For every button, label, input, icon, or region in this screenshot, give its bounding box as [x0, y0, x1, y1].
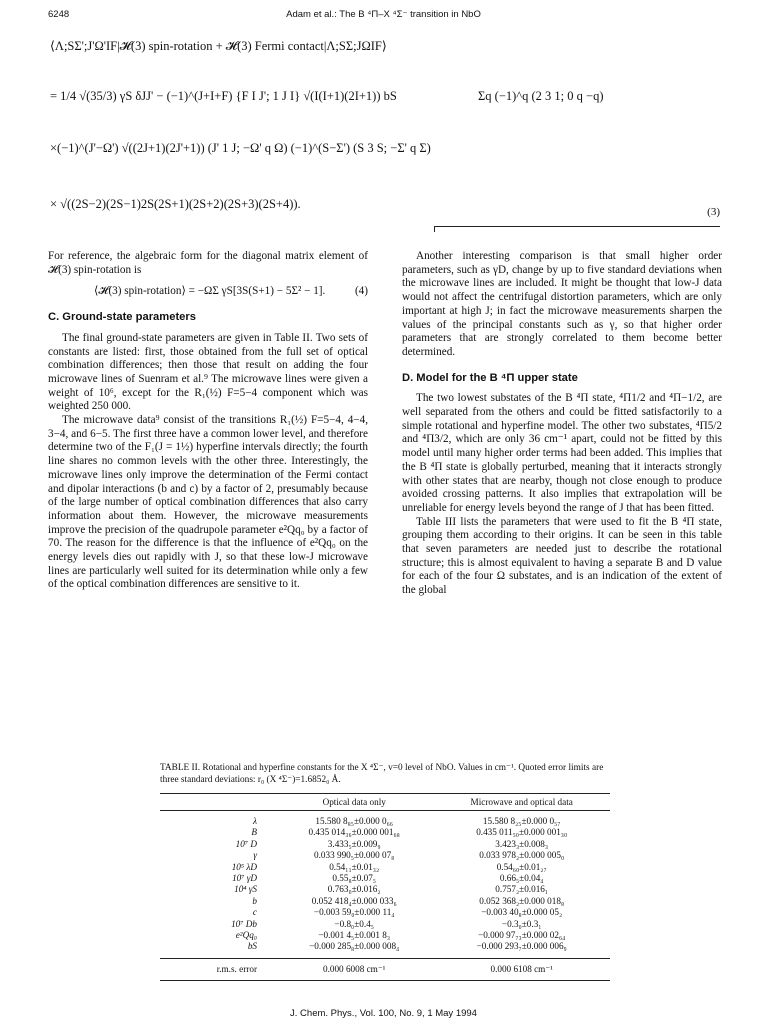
equation-3	[48, 36, 720, 218]
microwave-cell: 15.580 8₂₅±0.000 0₅₇	[482, 816, 561, 826]
microwave-cell: 0.052 368₂±0.000 018₈	[479, 895, 565, 906]
rms-optical: 0.000 6008 cm⁻¹	[275, 958, 433, 980]
param-cell: λ	[253, 816, 257, 826]
table-row	[160, 919, 610, 930]
table-row	[160, 862, 610, 873]
param-cell: 10⁷ D	[235, 838, 257, 849]
optical-cell: 0.435 014₃₆±0.000 001₆₈	[308, 827, 400, 838]
rms-label: r.m.s. error	[160, 958, 275, 980]
table-2-body	[160, 811, 610, 981]
right-column	[402, 250, 722, 598]
optical-cell: 3.433₅±0.009₉	[327, 838, 381, 849]
optical-cell: 0.033 990₅±0.000 07₈	[314, 850, 395, 861]
table-row	[160, 811, 610, 828]
table-col-microwave: Microwave and optical data	[433, 794, 610, 811]
eq3-line2a: = 1/4 √(35/3) γS δJJ' − (−1)^(J+I+F) {F I J'; 1 J I} √(I(I+1)(2I+1)) bS	[50, 89, 397, 103]
eq3-number: (3)	[707, 206, 720, 218]
page-footer: J. Chem. Phys., Vol. 100, No. 9, 1 May 1994	[290, 1008, 477, 1019]
page-number: 6248	[48, 9, 70, 20]
optical-cell: −0.001 4₅±0.001 8₃	[318, 930, 391, 941]
param-cell: γ	[253, 850, 257, 861]
left-column	[48, 250, 368, 592]
left-paragraph-2: The final ground-state parameters are given in Table II. Two sets of constants are listed: first, those obtained from the full set of optical combination differences; then those that result on adding the four microwave lines of Suenram et al.⁹ The microwave lines were given a weight of 10⁶, except for the R₁(½) F=5−4 component which was weighted 250 000.	[48, 331, 368, 413]
microwave-cell: −0.3₀±0.3₁	[501, 918, 542, 929]
right-paragraph-2: The two lowest substates of the B ⁴Π state, ⁴Π1/2 and ⁴Π−1/2, are well separated from the others and could be fitted satisfactorily to a simple rotational and hyperfine model. The other two substates, ⁴Π5/2 and ⁴Π3/2, which are only 36 cm⁻¹ apart, could not be fitted by this model until many higher order terms had been added. This implies that the B ⁴Π state is globally perturbed, meaning that it interacts strongly with other states that are nearby, though not close enough to produce avoided crossing patterns. It also implies that extrapolation will be unreliable for energy levels beyond the range of J that has been fitted.	[402, 392, 722, 514]
section-c-heading: C. Ground-state parameters	[48, 311, 196, 324]
table-col-param	[160, 794, 275, 811]
column-rule-tick	[434, 226, 435, 232]
table-row	[160, 827, 610, 838]
optical-cell: −0.8₀±0.4₅	[334, 918, 374, 929]
table-col-optical: Optical data only	[275, 794, 433, 811]
optical-cell: 15.580 8₈₅±0.000 0₆₆	[315, 816, 393, 826]
param-cell: b	[252, 895, 257, 906]
microwave-cell: −0.000 97₇₃±0.000 02₆₄	[478, 930, 566, 941]
table-row	[160, 907, 610, 918]
microwave-cell: 0.435 011₅₀±0.000 001₃₀	[476, 827, 568, 838]
optical-cell: −0.003 59₀±0.000 11₄	[313, 907, 395, 918]
param-cell: B	[251, 827, 257, 838]
optical-cell: 0.052 418₄±0.000 033₆	[311, 895, 397, 906]
microwave-cell: 0.66₅±0.04₄	[499, 873, 544, 884]
microwave-cell: 0.54₆₀±0.01₂₇	[496, 861, 547, 872]
running-title: Adam et al.: The B ⁴Π–X ⁴Σ⁻ transition in NbO	[286, 9, 481, 20]
param-cell: 10⁷ Db	[231, 918, 257, 929]
left-paragraph-3: The microwave data⁹ consist of the transitions R₁(½) F=5−4, 4−4, 3−4, and 6−5. The first three have a common lower level, and therefore determine two of the F₁(J = 1½) hyperfine intervals directly; the fourth line shares no common levels with the other three. Interestingly, the microwave lines only improve the determination of the Fermi contact and dipolar interactions (b and c) by a factor of 2, presumably because of the large number of optical combination differences that also carry information about them. However, the microwave measurements improve the precision of the quadrupole parameter e²Qq₀ by a factor of 70. The reason for the difference is that the influence of e²Qq₀ on the energy levels dies out rapidly with J, so that these low-J microwave lines are particularly well suited for its determination while only a few of the optical combination differences are sensitive to it.	[48, 414, 368, 591]
section-d-heading: D. Model for the B ⁴Π upper state	[402, 371, 578, 384]
rms-microwave: 0.000 6108 cm⁻¹	[433, 958, 610, 980]
table-row	[160, 884, 610, 895]
optical-cell: 0.54₁₁±0.01₃₂	[329, 861, 380, 872]
column-rule	[434, 226, 720, 227]
table-2	[160, 793, 610, 981]
optical-cell: 0.55₈±0.07₅	[332, 873, 376, 884]
eq3-line2b: Σq (−1)^q (2 3 1; 0 q −q)	[478, 89, 604, 103]
table-row	[160, 839, 610, 850]
table-row	[160, 930, 610, 941]
left-paragraph-1: For reference, the algebraic form for the diagonal matrix element of 𝓗(3) spin-rotation is	[48, 250, 368, 276]
eq3-line3: ×(−1)^(J'−Ω') √((2J+1)(2J'+1)) (J' 1 J; −Ω' q Ω) (−1)^(S−Σ') (S 3 S; −Σ' q Σ)	[50, 141, 431, 155]
eq4-body: ⟨𝓗(3) spin-rotation⟩ = −ΩΣ γS[3S(S+1) − 5Σ² − 1].	[94, 285, 326, 298]
right-paragraph-1: Another interesting comparison is that small higher order parameters, such as γD, change by up to five standard deviations when the microwave lines are included. It might be thought that low-J data would not affect the centrifugal distortion parameters, which are only important at high J; in fact the microwave measurements sharpen the values of the principal constants such as γ, so that higher order parameters that are strongly correlated to them become better determined.	[402, 250, 722, 358]
eq3-line4: × √((2S−2)(2S−1)2S(2S+1)(2S+2)(2S+3)(2S+4)).	[50, 197, 301, 211]
param-cell: e²Qq₀	[235, 930, 257, 941]
right-paragraph-3: Table III lists the parameters that were used to fit the B ⁴Π state, grouping them according to their origins. It can be seen in this table that seven parameters are needed just to describe the rotational structure; this is almost equivalent to having a separate B and D value for each of the four Ω substates, and is an indication of the extent of the global	[402, 515, 722, 597]
optical-cell: −0.000 285₈±0.000 008₄	[275, 941, 433, 958]
microwave-cell: −0.000 293₇±0.000 006₉	[433, 941, 610, 958]
microwave-cell: −0.003 40₈±0.000 05₂	[481, 907, 563, 918]
equation-4	[48, 285, 368, 299]
param-cell: 10⁵ λD	[231, 861, 257, 872]
table-2-caption: TABLE II. Rotational and hyperfine constants for the X ⁴Σ⁻, v=0 level of NbO. Values in cm⁻¹. Quoted error limits are three standard deviations: r₀ (X ⁴Σ⁻)=1.6852₀ Å.	[160, 763, 604, 785]
table-row	[160, 896, 610, 907]
table-row	[160, 850, 610, 861]
table-row	[160, 873, 610, 884]
eq3-line1: ⟨Λ;SΣ';J'Ω'IF|𝓗(3) spin-rotation + 𝓗(3) Fermi contact|Λ;SΣ;JΩIF⟩	[50, 39, 387, 53]
eq4-number: (4)	[354, 285, 368, 298]
param-cell: bS	[160, 941, 275, 958]
table-row	[160, 941, 610, 958]
param-cell: 10⁷ γD	[232, 873, 257, 884]
table-row-rms	[160, 958, 610, 980]
param-cell: 10⁴ γS	[234, 884, 257, 895]
microwave-cell: 0.033 978₂±0.000 005₀	[479, 850, 565, 861]
param-cell: c	[252, 907, 257, 918]
microwave-cell: 0.757₂±0.016₁	[495, 884, 549, 895]
microwave-cell: 3.423₃±0.008₃	[495, 838, 549, 849]
optical-cell: 0.763₀±0.016₂	[327, 884, 381, 895]
